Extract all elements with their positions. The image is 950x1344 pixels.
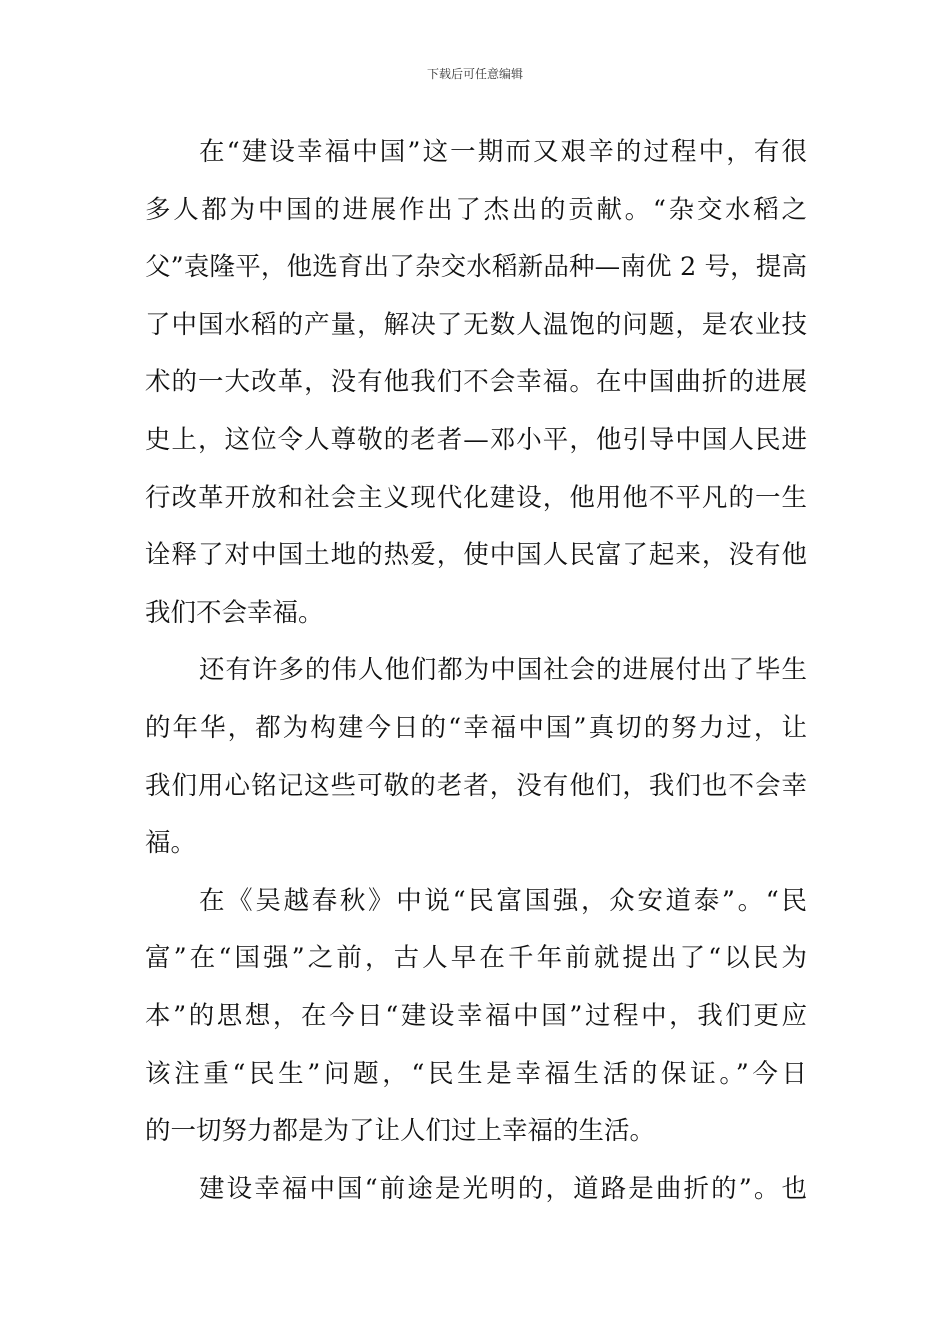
text-line: 还有许多的伟人他们都为中国社会的进展付出了毕生 xyxy=(199,655,807,686)
text-line: 了中国水稻的产量，解决了无数人温饱的问题，是农业技 xyxy=(145,309,807,340)
page-header: 下载后可任意编辑 xyxy=(426,67,523,81)
text-line: 我们用心铭记这些可敬的老者，没有他们，我们也不会幸 xyxy=(145,770,807,801)
text-line: 在“建设幸福中国”这一期而又艰辛的过程中，有很 xyxy=(199,137,807,167)
paragraph-3 xyxy=(145,877,807,1165)
text-line: 福。 xyxy=(145,828,197,859)
paragraph-2 xyxy=(145,646,807,876)
text-line: 富”在“国强”之前，古人早在千年前就提出了“以民为 xyxy=(145,943,807,974)
text-line: 多人都为中国的进展作出了杰出的贡献。“杂交水稻之 xyxy=(145,194,807,225)
paragraph-4 xyxy=(145,1165,807,1223)
text-line: 我们不会幸福。 xyxy=(145,597,324,628)
text-line: 在《吴越春秋》中说“民富国强，众安道泰”。“民 xyxy=(199,885,807,916)
document-body xyxy=(145,128,807,1222)
text-line: 的年华，都为构建今日的“幸福中国”真切的努力过，让 xyxy=(145,712,807,743)
text-line: 史上，这位令人尊敬的老者—邓小平，他引导中国人民进 xyxy=(145,424,807,455)
paragraph-1 xyxy=(145,128,807,646)
text-line: 建设幸福中国“前途是光明的，道路是曲折的”。也 xyxy=(199,1173,807,1204)
text-line: 该注重“民生”问题，“民生是幸福生活的保证。”今日 xyxy=(145,1058,807,1089)
text-line: 诠释了对中国土地的热爱，使中国人民富了起来，没有他 xyxy=(145,540,807,571)
text-line: 的一切努力都是为了让人们过上幸福的生活。 xyxy=(145,1116,656,1147)
text-line: 本”的思想，在今日“建设幸福中国”过程中，我们更应 xyxy=(145,1000,807,1031)
text-line: 术的一大改革，没有他我们不会幸福。在中国曲折的进展 xyxy=(145,367,807,398)
text-line: 父”袁隆平，他选育出了杂交水稻新品种—南优 2 号，提高 xyxy=(145,252,807,283)
text-line: 行改革开放和社会主义现代化建设，他用他不平凡的一生 xyxy=(145,482,807,513)
